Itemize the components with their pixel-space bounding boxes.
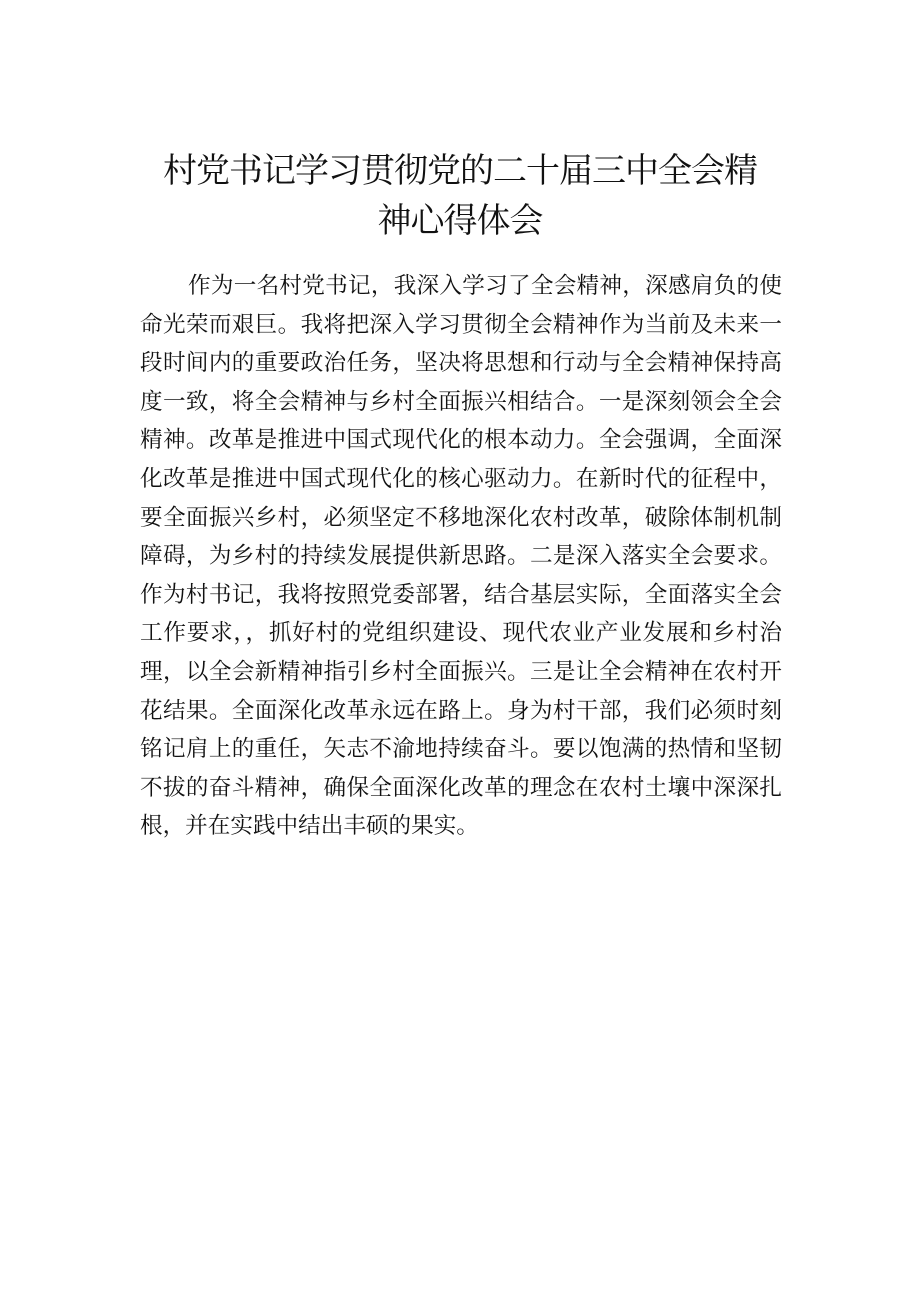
body-line: 花结果。全面深化改革永远在路上。身为村干部，我们必须时刻 [140,697,782,724]
body-line: 段时间内的重要政治任务，坚决将思想和行动与全会精神保持高 [140,350,782,377]
title-line-1: 村党书记学习贯彻党的二十届三中全会精 [163,151,757,191]
title-line-2: 神心得体会 [377,201,543,241]
body-line: 根，并在实践中结出丰硕的果实。 [140,813,479,840]
body-line: 度一致，将全会精神与乡村全面振兴相结合。一是深刻领会全会 [140,388,782,415]
document-title [140,146,780,246]
body-line: 要全面振兴乡村，必须坚定不移地深化农村改革，破除体制机制 [140,504,782,531]
body-line: 作为村书记，我将按照党委部署，结合基层实际，全面落实全会 [140,581,782,608]
body-line: 工作要求，，抓好村的党组织建设、现代农业产业发展和乡村治 [140,620,782,647]
body-line: 命光荣而艰巨。我将把深入学习贯彻全会精神作为当前及未来一 [140,311,782,338]
document-body [140,267,782,846]
body-line: 不拔的奋斗精神，确保全面深化改革的理念在农村土壤中深深扎 [140,774,782,801]
body-line: 理，以全会新精神指引乡村全面振兴。三是让全会精神在农村开 [140,658,782,685]
body-line: 作为一名村党书记，我深入学习了全会精神，深感肩负的使 [188,273,782,299]
body-line: 化改革是推进中国式现代化的核心驱动力。在新时代的征程中， [140,465,782,492]
body-line: 精神。改革是推进中国式现代化的根本动力。全会强调，全面深 [140,427,782,454]
body-line: 铭记肩上的重任，矢志不渝地持续奋斗。要以饱满的热情和坚韧 [140,736,782,763]
body-line: 障碍，为乡村的持续发展提供新思路。二是深入落实全会要求。 [140,543,782,570]
